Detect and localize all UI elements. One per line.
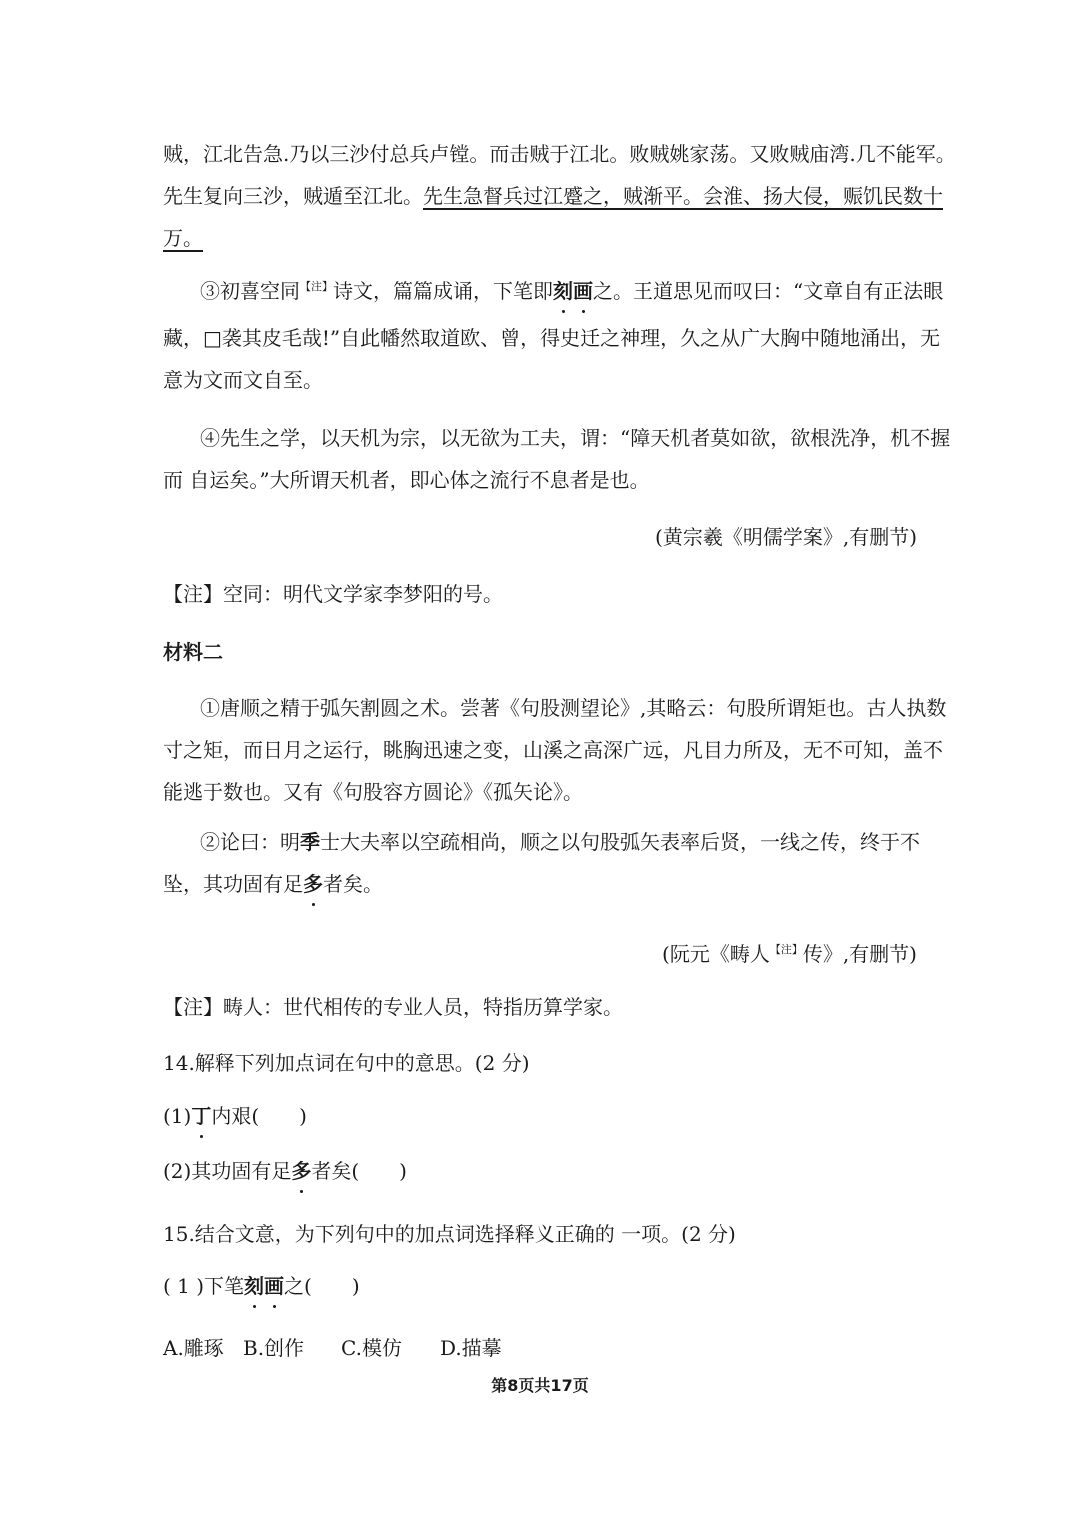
- question-14-title: 14.解释下列加点词在句中的意思。(2 分): [163, 1051, 530, 1075]
- bold-word: 季: [300, 830, 320, 854]
- underlined-sentence: 先生急督兵过江蹙之，贼渐平。会淮、扬大侵，赈饥民数十: [423, 184, 943, 208]
- footnote: 【注】畴人：世代相传的专业人员，特指历算学家。: [163, 995, 623, 1019]
- passage-line: [163, 224, 917, 252]
- dotted-word: 画: [264, 1274, 285, 1298]
- dotted-word: 画: [573, 279, 593, 303]
- source-citation: (阮元《畴人$^{【注】}$传》,有删节): [662, 942, 917, 966]
- source-citation: (黄宗羲《明儒学案》,有删节): [655, 525, 917, 549]
- dotted-word: 多: [303, 872, 323, 896]
- dotted-word: 刻: [553, 279, 573, 303]
- underlined-sentence-end: 万。: [163, 226, 203, 250]
- paragraph-3-line: ③初喜空同$^{【注】}$诗文，篇篇成诵，下笔即刻画之。王道思见而叹曰：“文章自有正法眼: [200, 279, 944, 303]
- note-marker: 【注】: [769, 943, 803, 956]
- passage-line: 先生复向三沙，贼遁至江北。先生急督兵过江蹙之，贼渐平。会淮、扬大侵，赈饥民数十: [163, 184, 943, 208]
- material-2-line: 能逃于数也。又有《句股容方圆论》《孤矢论》。: [163, 780, 583, 804]
- paragraph-4-line: ④先生之学，以天机为宗，以无欲为工夫，谓：“障天机者莫如欲，欲根洗净，机不握: [200, 426, 951, 450]
- section-title: 材料二: [163, 640, 223, 664]
- material-2-line: 寸之矩，而日月之运行，眺胸迅速之变，山溪之高深广远，凡目力所及，无不可知，盖不: [163, 738, 943, 762]
- question-15-title: 15.结合文意，为下列句中的加点词选择释义正确的 一项。(2 分): [163, 1222, 736, 1246]
- option-a: A.雕琢: [163, 1336, 224, 1360]
- paragraph-3-line: 意为文而文自至。: [163, 368, 323, 392]
- material-2-line: ①唐顺之精于弧矢割圆之术。尝著《句股测望论》,其略云：句股所谓矩也。古人执数: [200, 696, 947, 720]
- paragraph-3-line: 藏，□袭其皮毛哉!”自此幡然取道欧、曾，得史迁之神理，久之从广大胸中随地涌出，无: [163, 326, 941, 350]
- note-marker: 【注】: [300, 280, 333, 293]
- material-2-line: ②论曰：明季士大夫率以空疏相尚，顺之以句股弧矢表率后贤，一线之传，终于不: [200, 830, 920, 854]
- option-b: B.创作: [243, 1336, 305, 1360]
- dotted-word: 丁: [191, 1104, 212, 1128]
- dotted-word: 刻: [244, 1274, 265, 1298]
- dotted-word: 多: [291, 1159, 312, 1183]
- question-14-item-2: (2)其功固有足多者矣( ): [163, 1159, 407, 1183]
- option-d: D.描摹: [440, 1336, 502, 1360]
- option-c: C.模仿: [341, 1336, 402, 1360]
- passage-line: 贼，江北告急.乃以三沙付总兵卢镗。而击贼于江北。败贼姚家荡。又败贼庙湾.几不能军。: [163, 142, 956, 166]
- paragraph-4-line: 而 自运矣。”大所谓天机者，即心体之流行不息者是也。: [163, 468, 650, 492]
- footnote: 【注】空同：明代文学家李梦阳的号。: [163, 582, 503, 606]
- question-15-item-1: ( 1 )下笔刻画之( ): [163, 1274, 360, 1298]
- question-14-item-1: (1)丁内艰( ): [163, 1104, 307, 1128]
- material-2-line: 坠，其功固有足多者矣。: [163, 872, 383, 896]
- page-number: 第8页共17页: [491, 1376, 589, 1395]
